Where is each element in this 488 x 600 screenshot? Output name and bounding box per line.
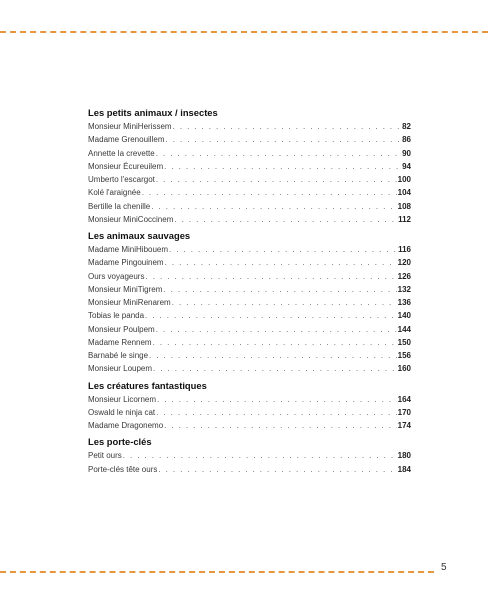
entry-label: Kolé l'araignée [88, 188, 141, 198]
entry-label: Petit ours [88, 451, 122, 461]
dot-leader [172, 296, 397, 309]
dot-leader [142, 186, 397, 199]
entry-page-number: 132 [397, 284, 411, 294]
dot-leader [173, 120, 402, 133]
section-title: Les porte-clés [88, 436, 152, 448]
entry-label: Annette la crevette [88, 148, 155, 158]
dot-leader [145, 270, 396, 283]
dot-leader [164, 160, 401, 173]
toc-entry[interactable] [88, 449, 411, 462]
toc-entry[interactable] [88, 349, 411, 362]
entry-page-number: 120 [397, 258, 411, 268]
entry-label: Madame Pingouinem [88, 258, 164, 268]
entry-label: Madame Rennem [88, 337, 152, 347]
dot-leader [151, 200, 396, 213]
entry-page-number: 160 [397, 364, 411, 374]
toc-section [88, 435, 411, 476]
entry-page-number: 116 [398, 245, 411, 254]
entry-label: Barnabé le singe [88, 351, 149, 360]
toc-entry[interactable] [88, 270, 411, 283]
entry-page-number: 144 [397, 324, 411, 334]
toc-entry[interactable] [88, 200, 411, 213]
toc-entry[interactable] [88, 186, 411, 199]
toc-section [88, 379, 411, 433]
entry-page-number: 164 [397, 394, 411, 404]
dot-leader [153, 362, 397, 375]
toc-entry[interactable] [88, 419, 411, 432]
page-number: 5 [441, 562, 447, 573]
entry-page-number: 82 [402, 122, 411, 131]
top-dashed-border [0, 31, 488, 33]
entry-page-number: 150 [397, 337, 411, 347]
dot-leader [169, 243, 397, 256]
entry-label: Monsieur MiniRenarem [88, 298, 171, 307]
section-title: Les créatures fantastiques [88, 379, 207, 391]
toc-entry[interactable] [88, 256, 411, 269]
dot-leader [156, 173, 397, 186]
entry-label: Ours voyageurs [88, 271, 145, 281]
toc-entry[interactable] [88, 213, 411, 226]
dot-leader [156, 147, 401, 160]
dot-leader [165, 256, 397, 269]
entry-label: Monsieur MiniHerissem [88, 122, 172, 131]
toc-entry[interactable] [88, 133, 411, 146]
dot-leader [174, 213, 397, 226]
dot-leader [165, 133, 401, 146]
dot-leader [145, 309, 397, 322]
toc-entry[interactable] [88, 393, 411, 406]
section-title: Les petits animaux / insectes [88, 107, 218, 118]
entry-page-number: 174 [397, 421, 411, 430]
entry-page-number: 90 [402, 148, 411, 158]
entry-page-number: 86 [402, 135, 411, 145]
entry-label: Monsieur Licornem [88, 394, 157, 404]
toc-entry[interactable] [88, 463, 411, 476]
entry-label: Monsieur Poulpem [88, 324, 155, 334]
entry-page-number: 184 [397, 464, 411, 474]
toc-entry[interactable] [88, 309, 411, 322]
table-of-contents [88, 106, 411, 479]
dot-leader [158, 463, 396, 476]
toc-entry[interactable] [88, 243, 411, 256]
entry-label: Oswald le ninja cat [88, 407, 156, 417]
entry-page-number: 126 [397, 271, 411, 281]
entry-page-number: 94 [402, 161, 411, 171]
entry-label: Bertille la chenille [88, 201, 151, 211]
dot-leader [149, 349, 397, 362]
entry-label: Monsieur MiniCoccinem [88, 214, 174, 224]
entry-page-number: 100 [397, 175, 411, 184]
dot-leader [156, 406, 396, 419]
entry-label: Madame Grenouillem [88, 135, 165, 145]
toc-entry[interactable] [88, 173, 411, 186]
toc-entry[interactable] [88, 160, 411, 173]
entry-page-number: 108 [397, 201, 411, 211]
entry-label: Monsieur Loupem [88, 364, 153, 374]
toc-section [88, 229, 411, 376]
section-title: Les animaux sauvages [88, 230, 191, 241]
entry-label: Madame Dragonemo [88, 421, 164, 430]
entry-page-number: 112 [398, 214, 411, 224]
toc-entry[interactable] [88, 323, 411, 336]
toc-entry[interactable] [88, 296, 411, 309]
dot-leader [164, 419, 396, 432]
dot-leader [163, 283, 396, 296]
entry-label: Umberto l'escargot [88, 175, 155, 184]
entry-label: Monsieur MiniTigrem [88, 284, 163, 294]
entry-page-number: 180 [397, 451, 411, 461]
bottom-dashed-border [0, 571, 434, 573]
toc-entry[interactable] [88, 147, 411, 160]
entry-label: Madame MiniHibouem [88, 245, 169, 254]
entry-page-number: 156 [397, 351, 411, 360]
entry-page-number: 170 [397, 407, 411, 417]
entry-page-number: 104 [397, 188, 411, 198]
dot-leader [153, 336, 397, 349]
dot-leader [156, 323, 397, 336]
toc-section [88, 106, 411, 226]
toc-entry[interactable] [88, 336, 411, 349]
dot-leader [157, 393, 397, 406]
entry-label: Tobias le panda [88, 311, 145, 321]
toc-entry[interactable] [88, 406, 411, 419]
entry-label: Porte-clés tête ours [88, 464, 158, 474]
dot-leader [123, 449, 397, 462]
toc-entry[interactable] [88, 120, 411, 133]
entry-page-number: 136 [397, 298, 411, 307]
entry-page-number: 140 [397, 311, 411, 321]
toc-entry[interactable] [88, 362, 411, 375]
entry-label: Monsieur Écureuilem [88, 161, 164, 171]
toc-entry[interactable] [88, 283, 411, 296]
